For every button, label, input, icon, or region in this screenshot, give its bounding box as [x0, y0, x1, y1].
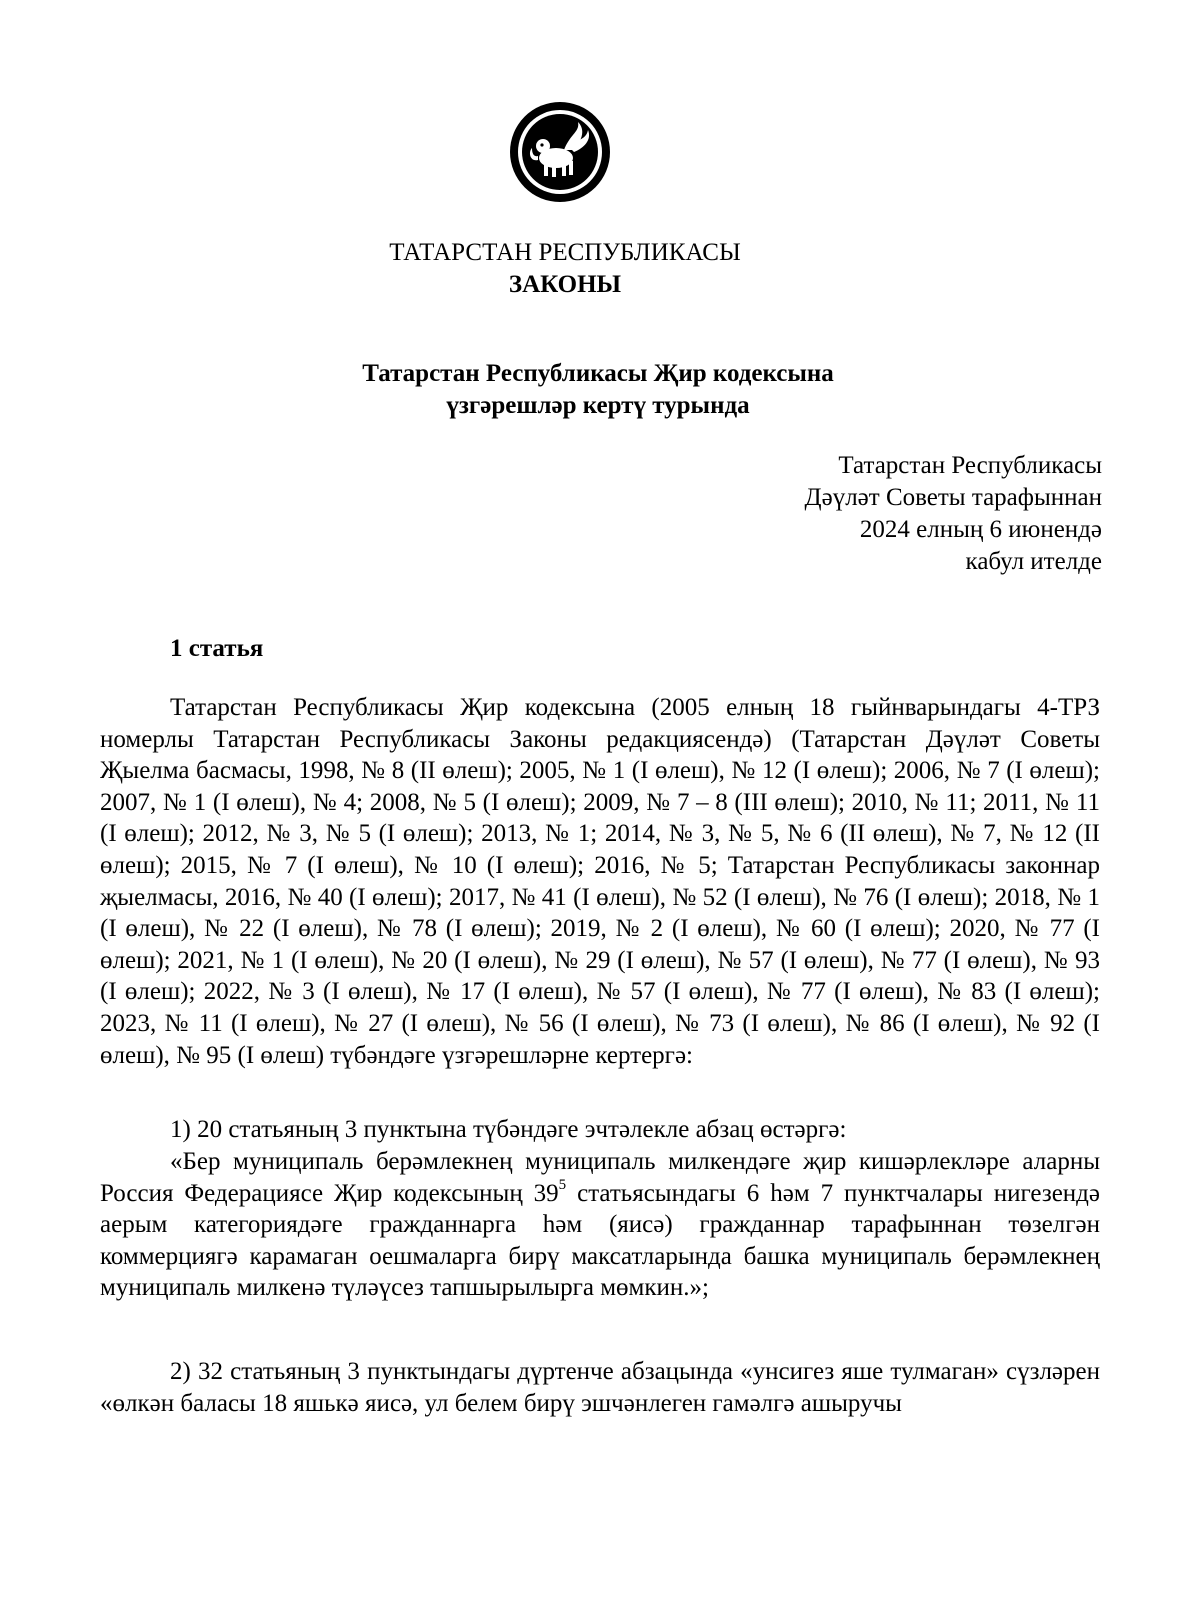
adoption-line-4: кабул ителде: [965, 548, 1102, 575]
quote-superscript: 5: [558, 1177, 567, 1194]
article-item-1: 1) 20 статьяның 3 пунктына түбәндәге эчтәлекле абзац өстәргә:: [170, 1116, 847, 1143]
tatarstan-coat-of-arms-icon: [508, 100, 612, 204]
quote-text-part-1: «Бер муниципаль берәмлекнең муниципаль милкендәге җир кишәрлекләре аларны Россия Федерациясе Җир кодексының 39: [100, 1148, 1100, 1207]
law-title-line-2: үзгәрешләр кертү турында: [446, 392, 750, 419]
article-item-2: 2) 32 статьяның 3 пунктындагы дүртенче абзацында «унсигез яше тулмаган» сүзләрен «өлкән баласы 18 яшькә яисә, ул белем бирү эшчәнлеген гамәлгә ашыручы: [100, 1358, 1100, 1417]
quote-text-part-2: статьясындагы 6 һәм 7 пунктчалары нигезендә аерым категориядәге гражданнарга һәм (яисә) гражданнар тарафыннан төзелгән коммерциягә карамаган оешмаларга бирү максатларында башка муниципаль берәмлекнең муниципаль милкенә түләүсез тапшырылырга мөмкин.»;: [100, 1179, 1100, 1302]
article-intro-paragraph: Татарстан Республикасы Җир кодексына (2005 елның 18 гыйнварындагы 4-ТРЗ номерлы Татарстан Республикасы Законы редакциясендә) (Татарстан Дәүләт Советы Җыелма басмасы, 1998, № 8 (II өлеш); 2005, № 1 (I өлеш), № 12 (I өлеш); 2006, № 7 (I өлеш); 2007, № 1 (I өлеш), № 4; 2008, № 5 (I өлеш); 2009, № 7 – 8 (III өлеш); 2010, № 11; 2011, № 11 (I өлеш); 2012, № 3, № 5 (I өлеш); 2013, № 1; 2014, № 3, № 5, № 6 (II өлеш), № 7, № 12 (II өлеш); 2015, № 7 (I өлеш), № 10 (I өлеш); 2016, № 5; Татарстан Республикасы законнар җыелмасы, 2016, № 40 (I өлеш); 2017, № 41 (I өлеш), № 52 (I өлеш), № 76 (I өлеш); 2018, № 1 (I өлеш), № 22 (I өлеш), № 78 (I өлеш); 2019, № 2 (I өлеш), № 60 (I өлеш); 2020, № 77 (I өлеш); 2021, № 1 (I өлеш), № 20 (I өлеш), № 29 (I өлеш), № 57 (I өлеш), № 77 (I өлеш), № 93 (I өлеш); 2022, № 3 (I өлеш), № 17 (I өлеш), № 57 (I өлеш), № 77 (I өлеш), № 83 (I өлеш); 2023, № 11 (I өлеш), № 27 (I өлеш), № 56 (I өлеш), № 73 (I өлеш), № 86 (I өлеш), № 92 (I өлеш), № 95 (I өлеш) түбәндәге үзгәрешләрне кертергә:: [100, 694, 1100, 1069]
adoption-line-1: Татарстан Республикасы: [838, 452, 1102, 479]
adoption-line-2: Дәүләт Советы тарафыннан: [804, 484, 1102, 511]
republic-name: ТАТАРСТАН РЕСПУБЛИКАСЫ: [389, 239, 741, 266]
adoption-line-3: 2024 елның 6 июнендә: [859, 516, 1102, 543]
adoption-block: [805, 450, 1102, 578]
document-type: ЗАКОНЫ: [508, 271, 622, 298]
article-heading: 1 статья: [170, 635, 264, 662]
law-title-line-1: Татарстан Республикасы Җир кодексына: [362, 360, 834, 387]
article-item-1-quote: [100, 1146, 1100, 1304]
